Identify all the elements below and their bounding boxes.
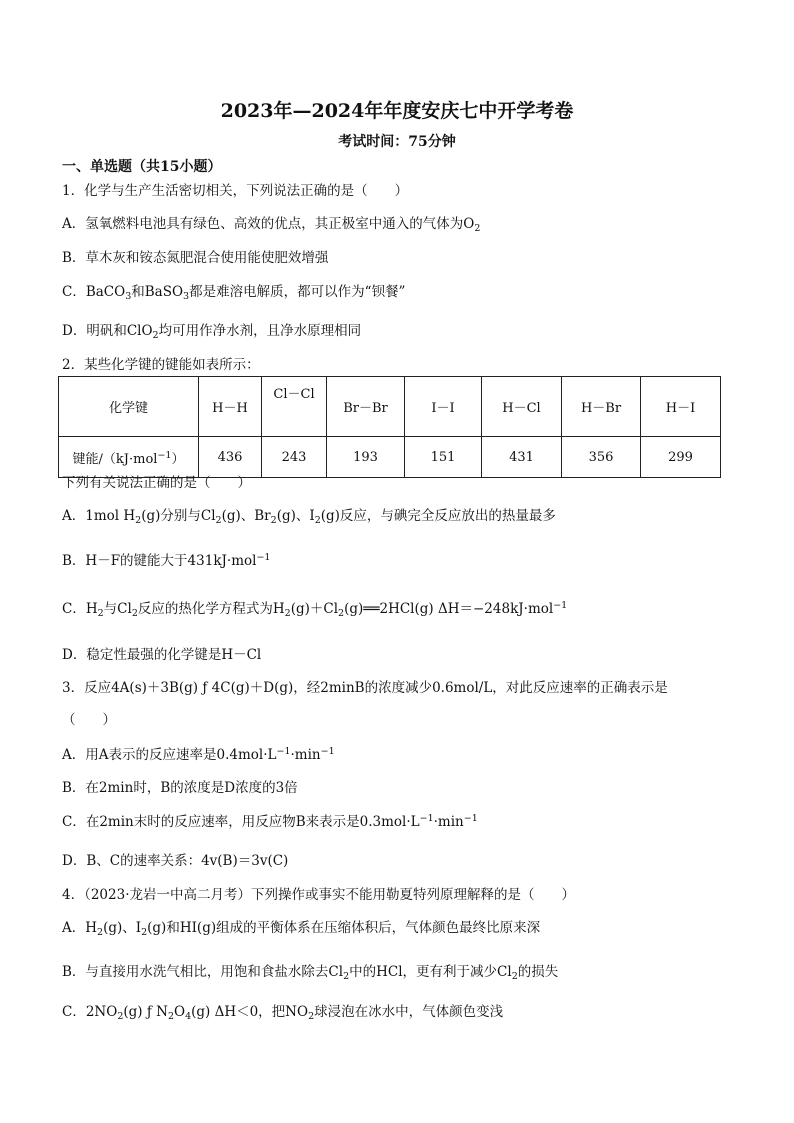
q3-stem-cont: （ ）	[62, 712, 116, 728]
q4-option-a: A．$H_2(g)$、$I_2(g)$和HI(g)组成的平衡体系在压缩体积后，气体颜色最终比原来深	[62, 920, 541, 938]
q3-stem: 3．反应4A(s)＋3B(g) ƒ 4C(g)＋D(g)，经2minB的浓度减少0.6mol/L，对此反应速率的正确表示是	[62, 680, 668, 696]
table-header-row	[59, 377, 721, 437]
bond-h-i: H－I	[641, 377, 721, 437]
q1-option-b: B．草木灰和铵态氮肥混合使用能使肥效增强	[62, 250, 329, 266]
bond-br-br: Br－Br	[327, 377, 405, 437]
q3-option-d: D．B、C的速率关系：4v(B)＝3v(C)	[62, 853, 289, 869]
bond-cl-cl: Cl－Cl	[262, 377, 327, 437]
energy-h-cl: 431	[482, 437, 562, 478]
energy-row-label: 键能/（kJ·mol$^{-1}$）	[59, 437, 199, 478]
q2-stem: 2．某些化学键的键能如表所示：	[62, 357, 260, 373]
bond-i-i: I－I	[405, 377, 482, 437]
q1-option-a: A．氢氧燃料电池具有绿色、高效的优点，其正极室中通入的气体为$O_2$	[62, 216, 481, 234]
q1-option-d: D．明矾和ClO$_2$均可用作净水剂，且净水原理相同	[62, 323, 362, 341]
table-header-label: 化学键	[59, 377, 199, 437]
q4-option-c: C．$2NO_2(g)$ ƒ $N_2O_4(g)$ ΔH＜0，把$NO_2$球浸泡在冰水中，气体颜色变浅	[62, 1004, 504, 1022]
q2-option-d: D．稳定性最强的化学键是H－Cl	[62, 647, 262, 663]
q2-option-c: C．$H_2$与$Cl_2$反应的热化学方程式为$H_2(g)+Cl_2(g)══2HCl(g)$ ΔH＝−248kJ·mol$^{-1}$	[62, 600, 568, 619]
q4-option-b: B．与直接用水洗气相比，用饱和食盐水除去$Cl_2$中的HCl，更有利于减少$Cl_2$的损失	[62, 964, 559, 982]
energy-i-i: 151	[405, 437, 482, 478]
energy-h-h: 436	[199, 437, 262, 478]
energy-br-br: 193	[327, 437, 405, 478]
section-header: 一、单选题（共15小题）	[62, 159, 222, 175]
q2-lead: 下列有关说法正确的是（ ）	[62, 475, 251, 491]
bond-h-br: H－Br	[562, 377, 641, 437]
energy-cl-cl: 243	[262, 437, 327, 478]
energy-h-br: 356	[562, 437, 641, 478]
exam-duration: 考试时间：75分钟	[338, 134, 456, 150]
exam-title: 2023年—2024年年度安庆七中开学考卷	[220, 100, 574, 122]
q2-option-a: A．1mol $H_2(g)$分别与$Cl_2(g)$、$Br_2(g)$、$I_2(g)$反应，与碘完全反应放出的热量最多	[62, 508, 556, 526]
q4-stem: 4．（2023·龙岩一中高二月考）下列操作或事实不能用勒夏特列原理解释的是（ ）	[62, 887, 575, 903]
bond-h-h: H－H	[199, 377, 262, 437]
q2-option-b: B．H－F的键能大于431kJ·mol$^{-1}$	[62, 552, 271, 569]
q3-option-c: C．在2min末时的反应速率，用反应物B来表示是$0.3mol\cdot L^{-1}\cdot\min^{-1}$	[62, 813, 478, 830]
q1-option-c: C．BaCO$_3$和BaSO$_3$都是难溶电解质，都可以作为“钡餐”	[62, 284, 406, 302]
q1-stem: 1．化学与生产生活密切相关，下列说法正确的是（ ）	[62, 183, 409, 199]
q3-option-b: B．在2min时，B的浓度是D浓度的3倍	[62, 780, 298, 796]
energy-h-i: 299	[641, 437, 721, 478]
bond-h-cl: H－Cl	[482, 377, 562, 437]
q3-option-a: A．用A表示的反应速率是$0.4mol\cdot L^{-1}\cdot\min^{-1}$	[62, 746, 335, 763]
bond-energy-table	[58, 376, 721, 478]
table-energy-row	[59, 437, 721, 478]
